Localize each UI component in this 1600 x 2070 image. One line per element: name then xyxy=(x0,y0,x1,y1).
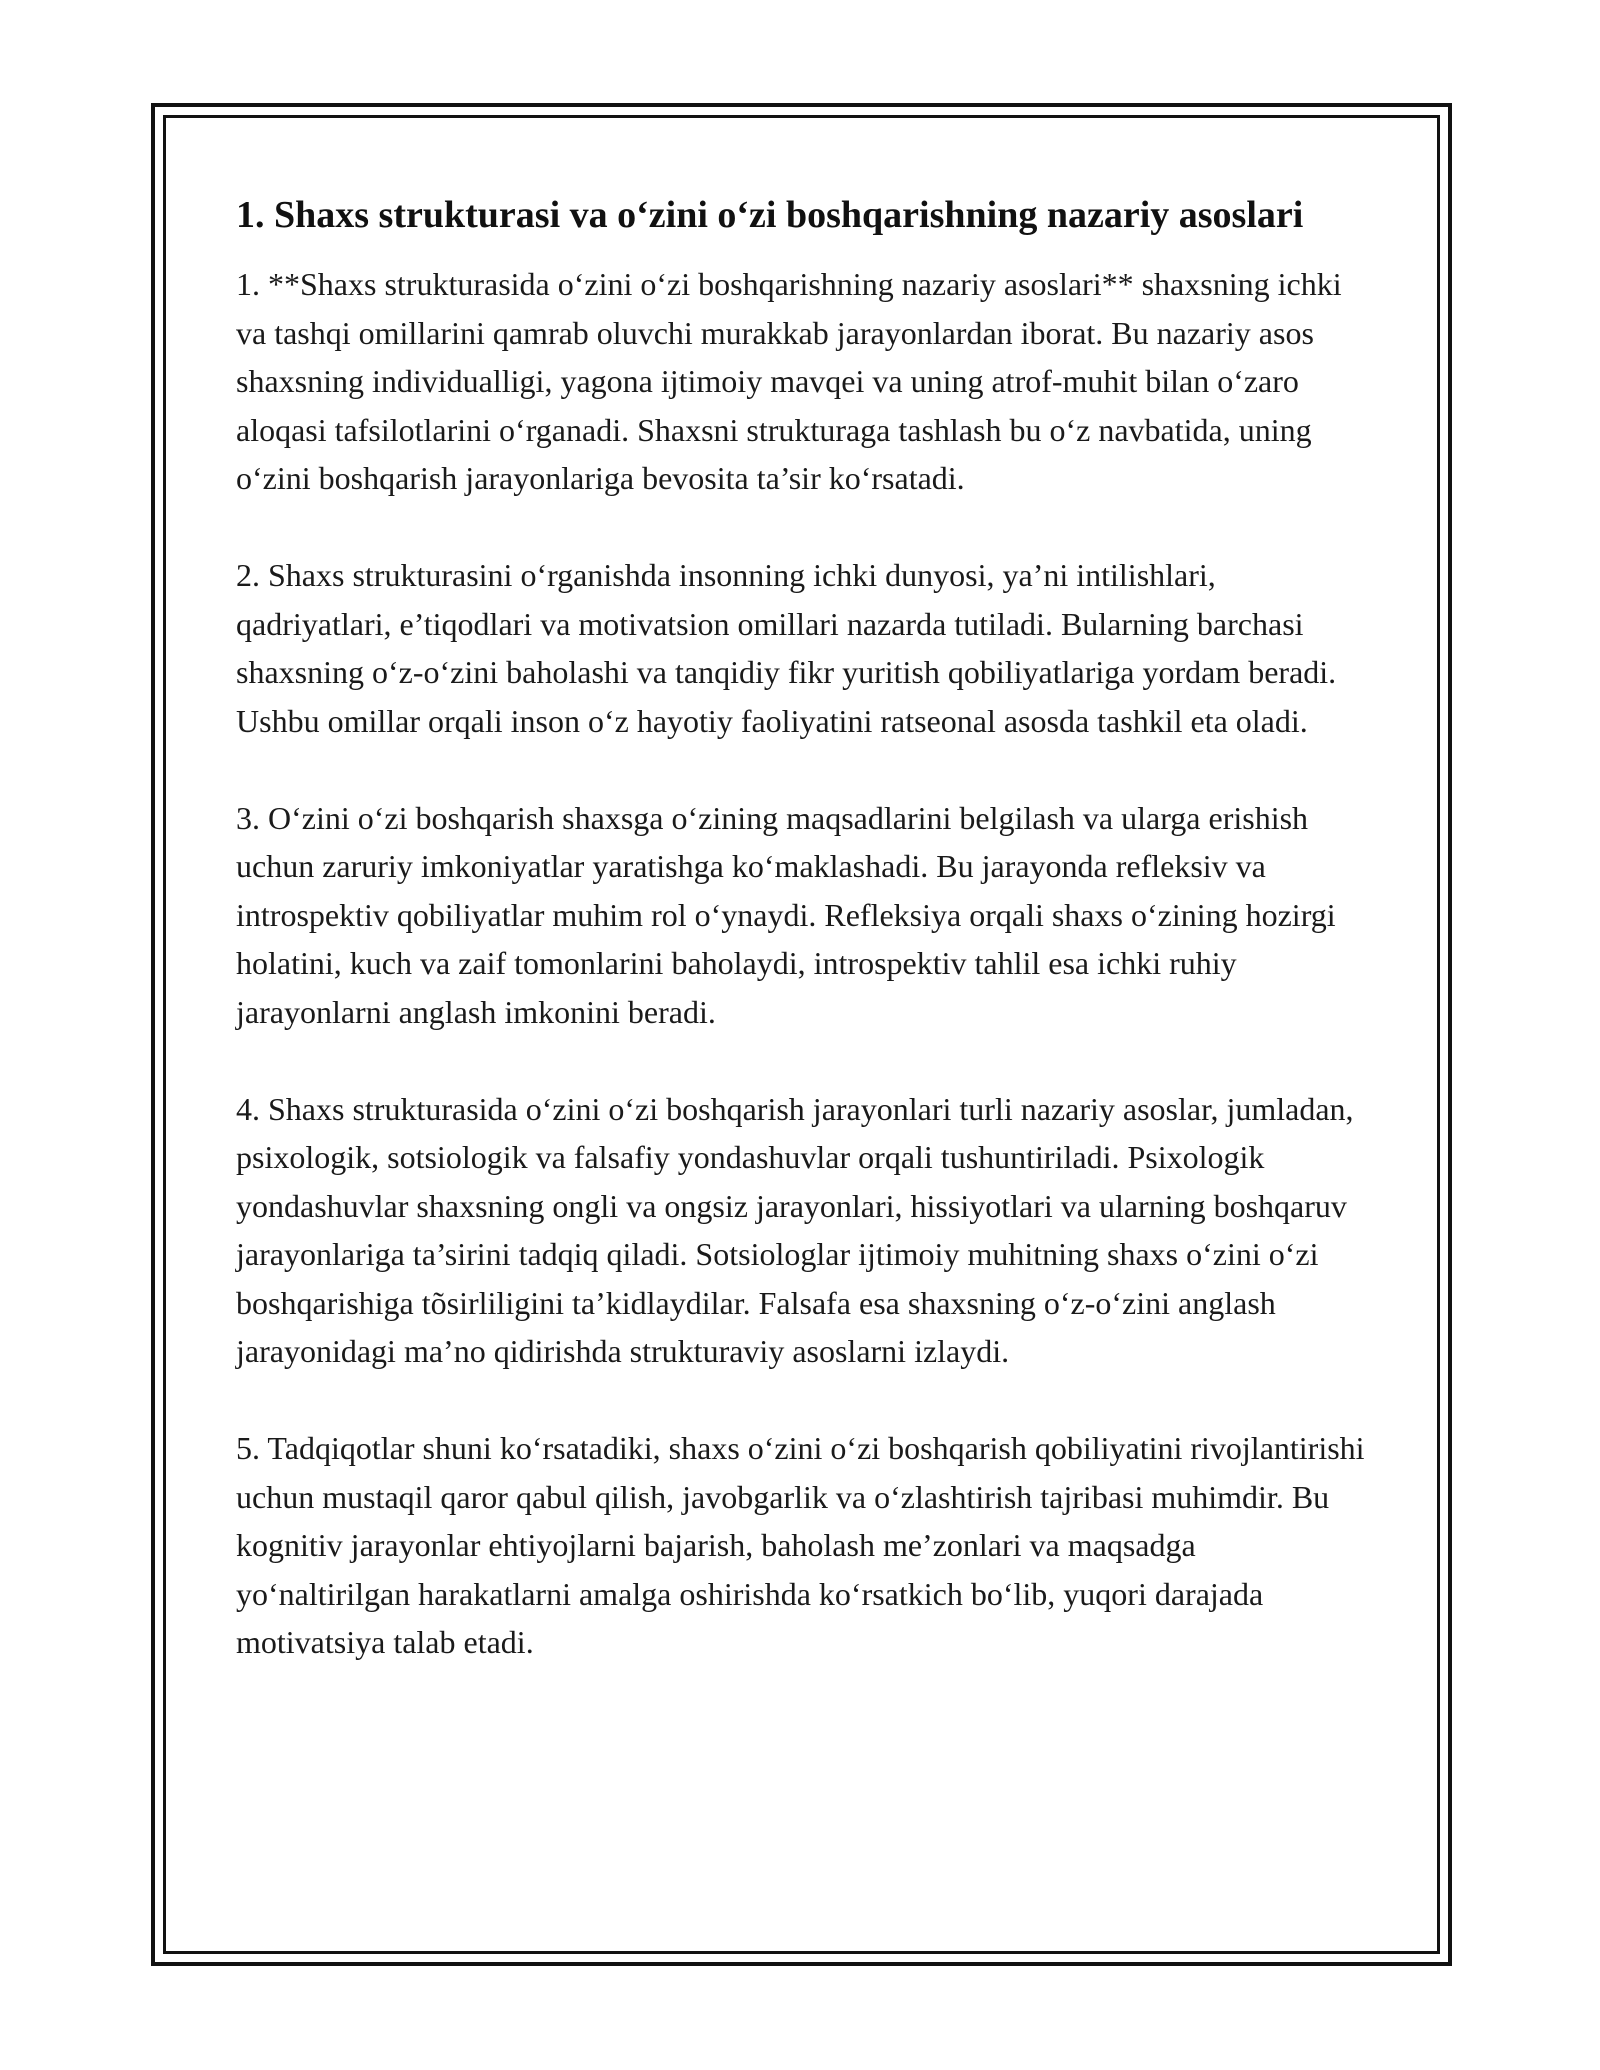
section-heading: 1. Shaxs strukturasi va o‘zini o‘zi boshqarishning nazariy asoslari xyxy=(236,194,1304,236)
paragraph-1: 1. **Shaxs strukturasida o‘zini o‘zi boshqarishning nazariy asoslari** shaxsning ichki va tashqi omillarini qamrab oluvchi murakkab jarayonlardan iborat. Bu nazariy asos shaxsning individualligi, yagona ijtimoiy mavqei va uning atrof-muhit bilan o‘zaro aloqasi tafsilotlarini o‘rganadi. Shaxsni strukturaga tashlash bu o‘z navbatida, uning o‘zini boshqarish jarayonlariga bevosita ta’sir ko‘rsatadi. xyxy=(236,266,1342,496)
paragraph-5: 5. Tadqiqotlar shuni ko‘rsatadiki, shaxs o‘zini o‘zi boshqarish qobiliyatini rivojlantirishi uchun mustaqil qaror qabul qilish, javobgarlik va o‘zlashtirish tajribasi muhimdir. Bu kognitiv jarayonlar ehtiyojlarni bajarish, baholash me’zonlari va maqsadga yo‘naltirilgan harakatlarni amalga oshirishda ko‘rsatkich bo‘lib, yuqori darajada motivatsiya talab etadi. xyxy=(236,1430,1365,1660)
paragraph-3: 3. O‘zini o‘zi boshqarish shaxsga o‘zining maqsadlarini belgilash va ularga erishish uchun zaruriy imkoniyatlar yaratishga ko‘maklashadi. Bu jarayonda refleksiv va introspektiv qobiliyatlar muhim rol o‘ynaydi. Refleksiya orqali shaxs o‘zining hozirgi holatini, kuch va zaif tomonlarini baholaydi, introspektiv tahlil esa ichki ruhiy jarayonlarni anglash imkonini beradi. xyxy=(236,799,1336,1030)
paragraph-4: 4. Shaxs strukturasida o‘zini o‘zi boshqarish jarayonlari turli nazariy asoslar, jumladan, psixologik, sotsiologik va falsafiy yondashuvlar orqali tushuntiriladi. Psixologik yondashuvlar shaxsning ongli va ongsiz jarayonlari, hissiyotlari va ularning boshqaruv jarayonlariga ta’sirini tadqiq qiladi. Sotsiologlar ijtimoiy muhitning shaxs o‘zini o‘zi boshqarishiga tõsirliligini ta’kidlaydilar. Falsafa esa shaxsning o‘z-o‘zini anglash jarayonidagi ma’no qidirishda strukturaviy asoslarni izlaydi. xyxy=(236,1090,1354,1369)
document-content xyxy=(236,188,1366,1715)
paragraph-2: 2. Shaxs strukturasini o‘rganishda insonning ichki dunyosi, ya’ni intilishlari, qadriyatlari, e’tiqodlari va motivatsion omillari nazarda tutiladi. Bularning barchasi shaxsning o‘z-o‘zini baholashi va tanqidiy fikr yuritish qobiliyatlariga yordam beradi. Ushbu omillar orqali inson o‘z hayotiy faoliyatini ratseonal asosda tashkil eta oladi. xyxy=(236,557,1337,739)
